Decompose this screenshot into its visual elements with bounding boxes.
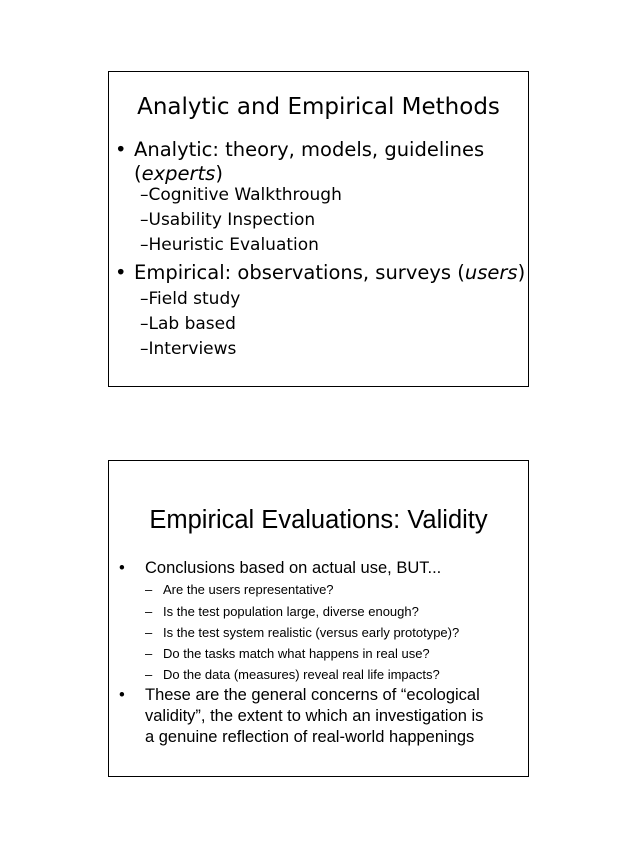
subitem-interviews: –Interviews — [140, 339, 237, 359]
slide-empirical-evaluations-validity: Empirical Evaluations: Validity • Conclusions based on actual use, BUT... – Are the users representative? – Is the test population large, diverse enough? – Is the test system realistic (versus early prototype)? – Do the tasks match what happens in real use? – Do the data (measures) reveal real life impacts? • These are the general concerns of “ecological validity”, the extent to which an investigation is a genuine reflection of real-world happenings — [108, 460, 529, 777]
bullet-text-line3: a genuine reflection of real-world happenings — [145, 728, 475, 746]
dash-icon: – — [145, 646, 153, 661]
subitem-lab-based: –Lab based — [140, 314, 236, 334]
slide-analytic-empirical-methods — [108, 71, 529, 387]
italic-experts: experts — [141, 162, 216, 185]
dash-icon: – — [145, 604, 153, 619]
bullet-text: Empirical: observations, surveys (users) — [134, 261, 526, 284]
subitem-usability-inspection: –Usability Inspection — [140, 210, 316, 230]
italic-users: users — [464, 261, 518, 284]
subitem-field-study: –Field study — [140, 289, 241, 309]
subitem-cognitive-walkthrough: –Cognitive Walkthrough — [140, 185, 342, 205]
subitem-heuristic-evaluation: –Heuristic Evaluation — [140, 235, 319, 255]
bullet-text: Analytic: theory, models, guidelines — [134, 138, 485, 161]
bullet-icon: • — [119, 686, 125, 704]
bullet-text: Conclusions based on actual use, BUT... — [145, 559, 442, 577]
bullet-text-line2: validity”, the extent to which an investigation is — [145, 707, 484, 725]
slide-title: Empirical Evaluations: Validity — [149, 506, 488, 534]
slide-title: Analytic and Empirical Methods — [137, 94, 500, 120]
bullet-icon: • — [119, 559, 125, 577]
bullet-icon: • — [115, 138, 127, 161]
dash-icon: – — [145, 625, 153, 640]
bullet-text-line1: These are the general concerns of “ecological — [145, 686, 480, 704]
bullet-text-continued: (experts) — [134, 162, 223, 185]
dash-icon: – — [145, 582, 153, 597]
bullet-icon: • — [115, 261, 127, 284]
dash-icon: – — [145, 667, 153, 682]
